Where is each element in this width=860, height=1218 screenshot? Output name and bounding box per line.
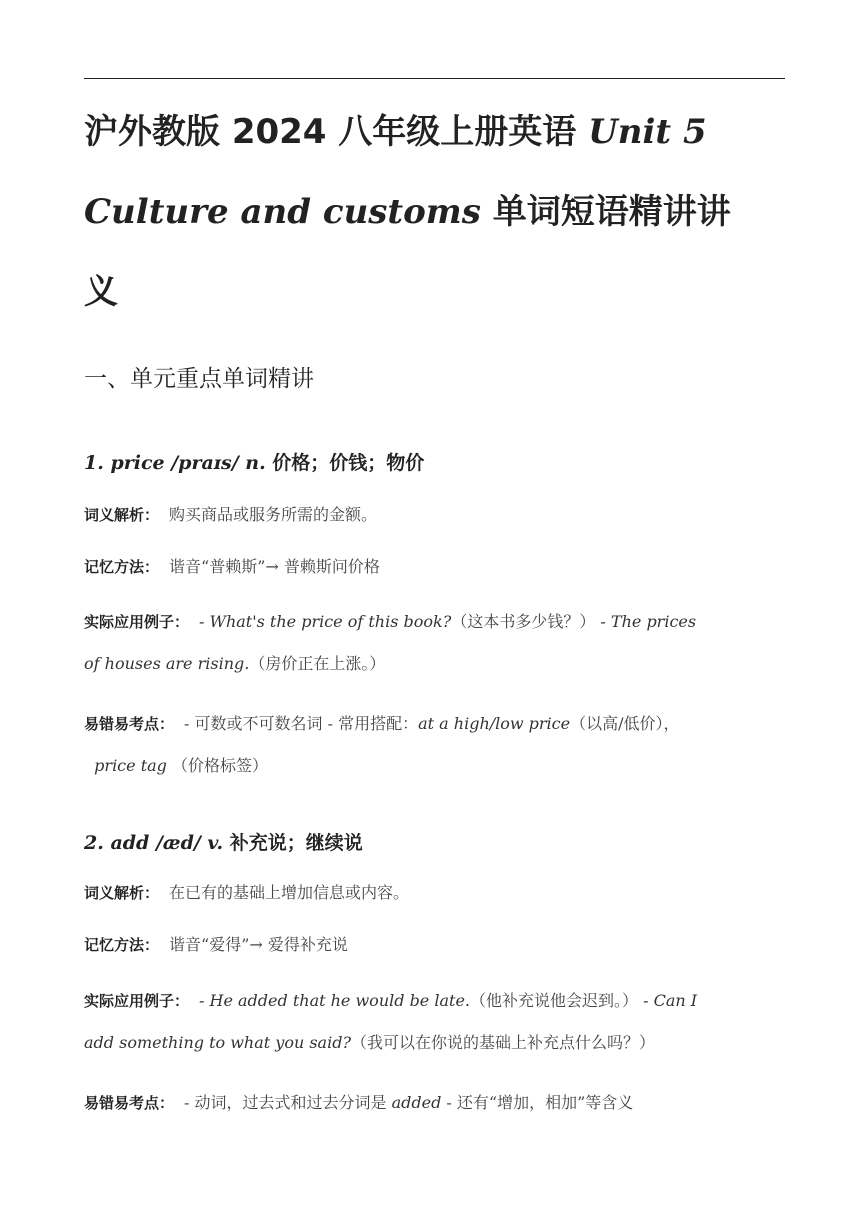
example-zh: （这本书多少钱？） — [451, 612, 596, 631]
memory-label: 记忆方法： — [84, 936, 160, 954]
entry-heading — [84, 448, 424, 475]
entry-meaning: 价格；价钱；物价 — [265, 452, 425, 474]
pitfall-en: price tag — [94, 756, 167, 775]
example-en: - Can I — [638, 991, 698, 1010]
pitfall-label: 易错易考点： — [84, 1094, 175, 1112]
pitfall-line — [84, 703, 784, 786]
document-title — [84, 92, 784, 332]
definition-label: 词义解析： — [84, 506, 160, 524]
example-zh: （我可以在你说的基础上补充点什么吗？） — [351, 1033, 656, 1052]
definition-text: 购买商品或服务所需的金额。 — [169, 505, 378, 524]
entry-heading — [84, 828, 363, 855]
title-text-zh-3: 义 — [84, 272, 118, 312]
entry-headword: add /æd/ v. — [110, 832, 224, 854]
title-text-unit: Unit 5 — [588, 112, 707, 152]
title-text-zh-2: 单词短语精讲讲 — [480, 192, 731, 232]
example-zh: （他补充说他会迟到。） — [470, 991, 639, 1010]
section-heading: 一、单元重点单词精讲 — [84, 366, 314, 392]
memory-label: 记忆方法： — [84, 558, 160, 576]
pitfall-en: added — [391, 1093, 442, 1112]
header-rule — [84, 78, 785, 79]
pitfall-text: - 还有“增加，相加”等含义 — [441, 1093, 634, 1112]
pitfall-text: - 动词，过去式和过去分词是 — [184, 1093, 392, 1112]
title-text-en: Culture and customs — [84, 192, 481, 232]
definition-text: 在已有的基础上增加信息或内容。 — [169, 883, 410, 902]
example-en: - He added that he would be late. — [199, 991, 470, 1010]
definition-line — [84, 494, 784, 536]
entry-headword: price /praɪs/ n. — [110, 452, 266, 474]
definition-label: 词义解析： — [84, 884, 160, 902]
pitfall-line — [84, 1082, 784, 1124]
examples-label: 实际应用例子： — [84, 613, 190, 631]
example-zh: （房价正在上涨。） — [249, 654, 386, 673]
example-en: - What's the price of this book? — [199, 612, 452, 631]
title-text-zh: 沪外教版 2024 八年级上册英语 — [84, 112, 589, 152]
entry-number: 2. — [84, 832, 111, 854]
memory-text: 谐音“爱得”→ 爱得补充说 — [169, 935, 348, 954]
example-en: of houses are rising. — [84, 654, 250, 673]
memory-line — [84, 546, 784, 588]
pitfall-label: 易错易考点： — [84, 715, 175, 733]
examples-label: 实际应用例子： — [84, 992, 190, 1010]
pitfall-text: （以高/低价）， — [570, 714, 680, 733]
memory-text: 谐音“普赖斯”→ 普赖斯问价格 — [169, 557, 380, 576]
definition-line — [84, 872, 784, 914]
entry-meaning: 补充说；继续说 — [223, 832, 363, 854]
pitfall-text: - 可数或不可数名词 - 常用搭配： — [184, 714, 419, 733]
pitfall-en: at a high/low price — [418, 714, 571, 733]
examples-line — [84, 601, 784, 684]
entry-number: 1. — [84, 452, 111, 474]
example-en: add something to what you said? — [84, 1033, 352, 1052]
memory-line — [84, 924, 784, 966]
example-en: - The prices — [595, 612, 697, 631]
pitfall-text: （价格标签） — [172, 756, 269, 775]
examples-line — [84, 980, 784, 1063]
